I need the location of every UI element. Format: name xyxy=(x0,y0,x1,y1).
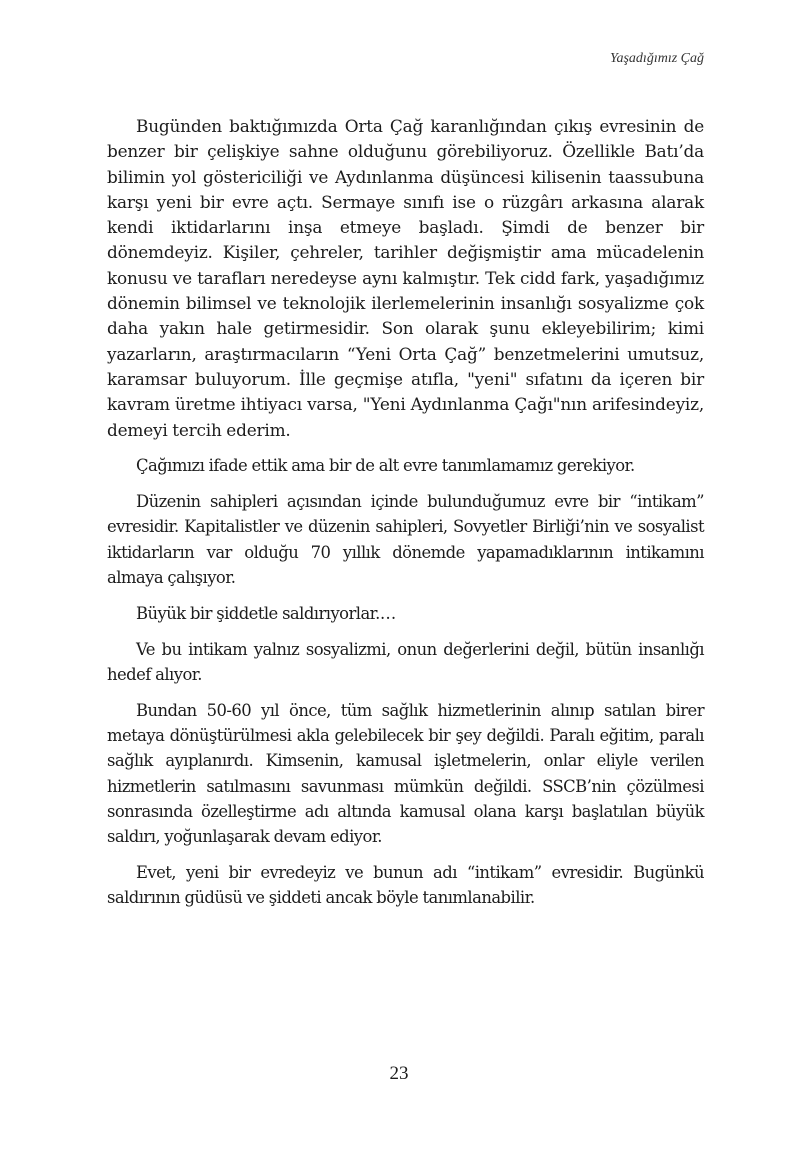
paragraph: Bundan 50-60 yıl önce, tüm sağlık hizmetlerinin alınıp satılan birer metaya dönüştürülmesi akla gelebilecek bir şey değildi. Paralı eğitim, paralı sağlık ayıplanırdı. Kimsenin, kamusal işletmelerin, onlar eliyle verilen hizmetlerin satılmasını savunması mümkün değildi. SSCB’nin çözülmesi sonrasında özelleştirme adı altında kamusal olana karşı başlatılan büyük saldırı, yoğunlaşarak devam ediyor. xyxy=(107,700,704,847)
paragraph: Evet, yeni bir evredeyiz ve bunun adı “intikam” evresidir. Bugünkü saldırının güdüsü ve şiddeti ancak böyle tanımlanabilir. xyxy=(107,863,704,908)
paragraph: Ve bu intikam yalnız sosyalizmi, onun değerlerini değil, bütün insanlığı hedef alıyor. xyxy=(107,639,704,684)
running-header: Yaşadığımız Çağ xyxy=(609,51,704,66)
paragraph: Bugünden baktığımızda Orta Çağ karanlığından çıkış evresinin de benzer bir çelişkiye sahne olduğunu görebiliyoruz. Özellikle Batı’da bilimin yol göstericiliği ve Aydınlanma düşüncesi kilisenin taassubuna karşı yeni bir evre açtı. Sermaye sınıfı ise o rüzgârı arkasına alarak kendi iktidarlarını inşa etmeye başladı. Şimdi de benzer bir dönemdeyiz. Kişiler, çehreler, tarihler değişmiştir ama mücadelenin konusu ve tarafları neredeyse aynı kalmıştır. Tek cidd fark, yaşadığımız dönemin bilimsel ve teknolojik ilerlemelerinin insanlığı sosyalizme çok daha yakın hale getirmesidir. Son olarak şunu ekleyebilirim; kimi yazarların, araştırmacıların “Yeni Orta Çağ” benzetmelerini umutsuz, karamsar buluyorum. İlle geçmişe atıfla, "yeni" sıfatını da içeren bir kavram üretme ihtiyacı varsa, "Yeni Aydınlanma Çağı"nın arifesindeyiz, demeyi tercih ederim. xyxy=(107,116,704,440)
body-text xyxy=(107,114,704,911)
paragraph: Büyük bir şiddetle saldırıyorlar.… xyxy=(136,603,396,623)
page-number: 23 xyxy=(389,1063,409,1084)
paragraph: Çağımızı ifade ettik ama bir de alt evre tanımlamamız gerekiyor. xyxy=(136,456,635,476)
paragraph: Düzenin sahipleri açısından içinde bulunduğumuz evre bir “intikam” evresidir. Kapitalistler ve düzenin sahipleri, Sovyetler Birliği’nin ve sosyalist iktidarların var olduğu 70 yıllık dönemde yapamadıklarının intikamını almaya çalışıyor. xyxy=(107,492,704,588)
